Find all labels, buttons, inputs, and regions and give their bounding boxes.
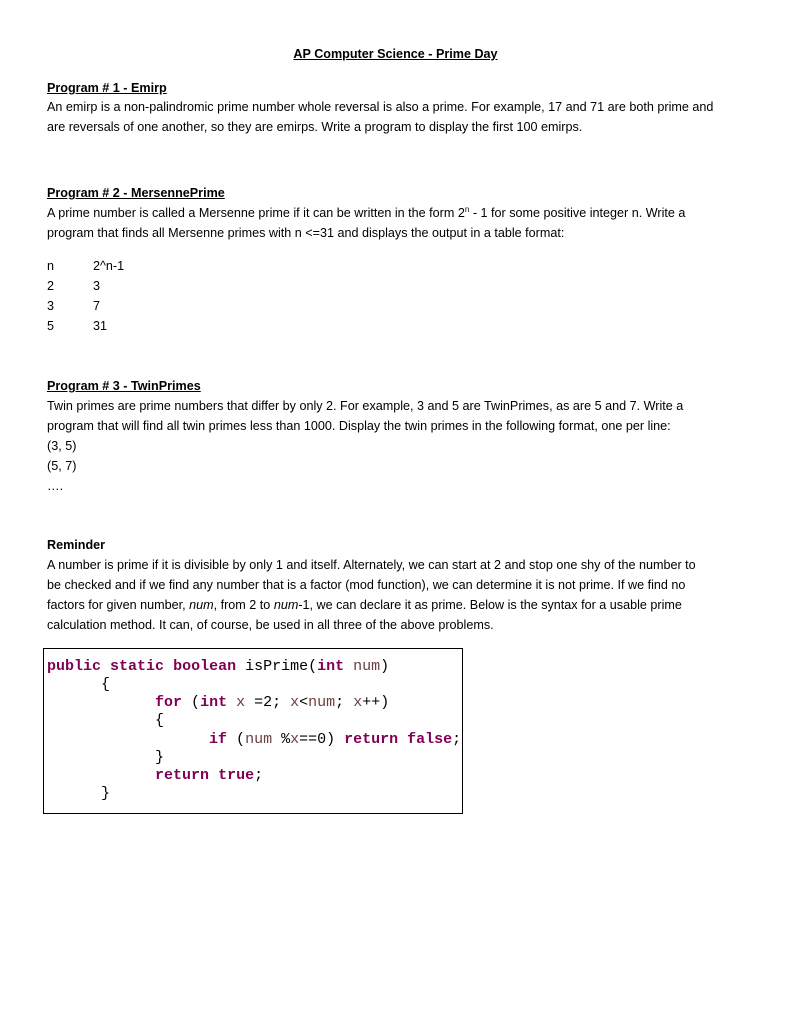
table-cell: 3 [93,279,101,293]
code-punct: } [101,785,111,802]
code-punct: } [155,749,165,766]
reminder-var-num: num [189,598,214,612]
keyword: return [344,731,399,748]
reminder-description [47,555,747,635]
table-cell: 3 [47,299,55,313]
reminder-text: -1, we can declare it as prime. Below is the syntax for a usable prime [298,598,682,612]
program2-heading: Program # 2 - MersennePrime [47,186,225,200]
variable: x [290,694,300,711]
reminder-text: , from 2 to [213,598,274,612]
page-title: AP Computer Science - Prime Day [293,47,498,61]
reminder-line: be checked and if we find any number that is a factor (mod function), we can determine it is not prime. If we find no [47,578,686,592]
code-line [47,694,389,711]
program1-description [47,97,747,137]
code-block [43,648,463,814]
reminder-line [47,595,747,615]
code-punct: ( [182,694,201,711]
code-punct: ==0) [299,731,345,748]
variable: num [353,658,381,675]
table-row [47,319,107,333]
program2-text: - 1 for some positive integer n. Write a [469,206,686,220]
code-punct: { [101,676,111,693]
table-cell: 2 [47,279,55,293]
table-cell: 2^n-1 [93,259,125,273]
code-punct: =2; [245,694,291,711]
code-line [47,676,110,693]
keyword: return [155,767,210,784]
program3-line: (5, 7) [47,459,77,473]
variable: x [353,694,363,711]
variable: x [236,694,246,711]
reminder-heading: Reminder [47,538,106,552]
code-punct: ( [227,731,246,748]
variable: num [245,731,273,748]
code-line [47,658,389,675]
program2-line [47,203,747,223]
mersenne-table-header [47,259,124,273]
program3-line: program that will find all twin primes less than 1000. Display the twin primes in the following format, one per line: [47,419,671,433]
keyword: static [110,658,165,675]
code-punct: % [272,731,291,748]
code-punct: ; [452,731,462,748]
code-punct: ++) [362,694,390,711]
program1-line: are reversals of one another, so they are emirps. Write a program to display the first 100 emirps. [47,120,583,134]
keyword: boolean [173,658,237,675]
program3-line: (3, 5) [47,439,77,453]
keyword: if [209,731,228,748]
method-name: isPrime( [236,658,318,675]
table-cell: 7 [93,299,101,313]
code-punct: ; [335,694,354,711]
program2-line: program that finds all Mersenne primes with n <=31 and displays the output in a table format: [47,226,565,240]
code-line [47,767,263,784]
reminder-var-num: num [273,598,299,612]
program3-description [47,396,747,496]
program3-heading: Program # 3 - TwinPrimes [47,379,201,393]
program2-description [47,203,747,243]
code-line [47,785,110,802]
code-punct: { [155,712,165,729]
table-cell: n [47,259,55,273]
variable: x [290,731,300,748]
keyword: int [200,694,228,711]
program3-line: …. [47,479,64,493]
variable: num [308,694,336,711]
table-cell: 31 [93,319,108,333]
code-line [47,712,164,729]
table-row [47,279,100,293]
reminder-text: factors for given number, [47,598,190,612]
program1-heading: Program # 1 - Emirp [47,81,167,95]
code-punct: < [299,694,309,711]
exponent-n: n [464,205,470,214]
keyword: true [218,767,255,784]
reminder-line: A number is prime if it is divisible by only 1 and itself. Alternately, we can start at 2 and stop one shy of the number to [47,558,696,572]
keyword: int [317,658,345,675]
code-line [47,749,164,766]
reminder-line: calculation method. It can, of course, be used in all three of the above problems. [47,618,494,632]
keyword: for [155,694,183,711]
program1-line: An emirp is a non-palindromic prime number whole reversal is also a prime. For example, 17 and 71 are both prime and [47,100,714,114]
table-row [47,299,100,313]
code-punct: ; [254,767,264,784]
code-line [47,731,461,748]
program3-line: Twin primes are prime numbers that differ by only 2. For example, 3 and 5 are TwinPrimes, as are 5 and 7. Write a [47,399,684,413]
code-punct: ) [380,658,390,675]
keyword: public [47,658,102,675]
program2-text: A prime number is called a Mersenne prime if it can be written in the form 2 [47,206,465,220]
keyword: false [407,731,453,748]
table-cell: 5 [47,319,55,333]
